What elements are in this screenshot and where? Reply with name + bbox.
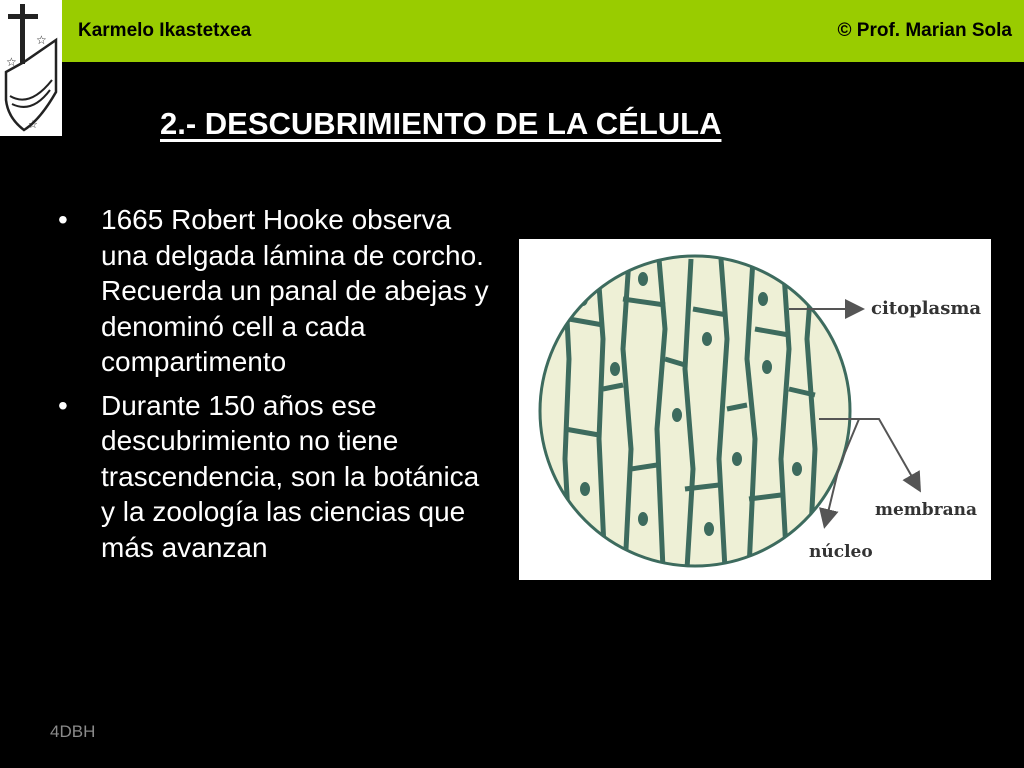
slide-title: 2.- DESCUBRIMIENTO DE LA CÉLULA [160, 106, 722, 141]
onion-cell-micrograph [519, 239, 991, 580]
label-citoplasma: citoplasma [871, 298, 982, 319]
bullet-dot-icon: • [58, 389, 68, 421]
school-logo [0, 0, 62, 136]
label-nucleo: núcleo [809, 542, 873, 562]
svg-text:☆: ☆ [28, 118, 38, 131]
bullet-dot-icon: • [58, 204, 68, 235]
bullet-item [58, 388, 498, 566]
cell-diagram-figure [519, 239, 991, 580]
cross-crest-icon [0, 0, 62, 136]
svg-text:☆: ☆ [6, 55, 17, 69]
footer-course: 4DBH [50, 722, 96, 741]
author-credit: © Prof. Marian Sola [837, 20, 1012, 41]
label-membrana: membrana [875, 500, 978, 520]
school-name: Karmelo Ikastetxea [78, 20, 252, 41]
header-bar [62, 0, 1024, 62]
bullet-text: Durante 150 años ese descubrimiento no tiene trascendencia, son la botánica y la zoología las ciencias que más avanzan [101, 389, 480, 563]
bullet-text: 1665 Robert Hooke observa una delgada lámina de corcho. Recuerda un panal de abejas y denominó cell a cada compartimento [101, 204, 489, 377]
bullet-item [58, 202, 498, 380]
bullet-list [58, 202, 498, 573]
svg-text:☆: ☆ [36, 33, 47, 47]
